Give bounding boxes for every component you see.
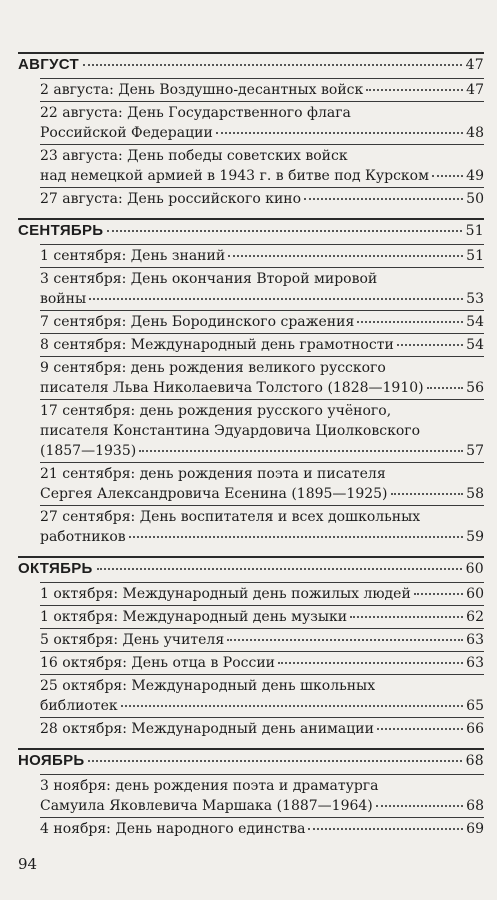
toc-entry xyxy=(40,356,484,399)
section-page: 47 xyxy=(465,57,484,73)
section-title: АВГУСТ xyxy=(18,56,79,73)
entry-last-line xyxy=(40,123,484,143)
entry-page: 54 xyxy=(466,314,484,330)
leader-dots xyxy=(350,616,463,618)
entry-line: библиотек xyxy=(40,698,118,714)
leader-dots xyxy=(414,593,463,595)
entry-last-line xyxy=(40,289,484,309)
entry-page: 53 xyxy=(466,291,484,307)
section-title: НОЯБРЬ xyxy=(18,752,85,769)
entry-line: 21 сентября: день рождения поэта и писателя xyxy=(40,466,386,482)
entry-page: 66 xyxy=(466,721,484,737)
entry-line: 27 августа: День российского кино xyxy=(40,191,302,207)
toc-entry xyxy=(40,582,484,605)
leader-dots xyxy=(357,321,463,323)
entry-last-line xyxy=(40,484,484,504)
leader-dots xyxy=(216,132,463,134)
entry-line: 27 сентября: День воспитателя и всех дошкольных xyxy=(40,509,421,525)
entry-last-line xyxy=(40,441,484,461)
entry-page: 69 xyxy=(466,821,484,837)
section-heading xyxy=(18,56,484,78)
entry-last-line xyxy=(40,607,484,627)
entry-page: 65 xyxy=(466,698,484,714)
entry-line: 17 сентября: день рождения русского учёного, xyxy=(40,403,392,419)
leader-dots xyxy=(308,828,463,830)
entry-last-line xyxy=(40,819,484,839)
entry-line: 2 августа: День Воздушно-десантных войск xyxy=(40,82,364,98)
entry-last-line xyxy=(40,378,484,398)
toc-entry xyxy=(40,628,484,651)
leader-dots xyxy=(278,662,463,664)
entry-line: 9 сентября: день рождения великого русского xyxy=(40,360,386,376)
toc-entry xyxy=(40,817,484,840)
table-of-contents xyxy=(18,52,484,840)
entry-last-line xyxy=(40,630,484,650)
section-heading xyxy=(18,560,484,582)
leader-dots xyxy=(88,760,461,762)
section-title: СЕНТЯБРЬ xyxy=(18,222,104,239)
leader-dots xyxy=(83,64,462,66)
leader-dots xyxy=(139,450,463,452)
page-number: 94 xyxy=(18,855,38,873)
entry-last-line xyxy=(40,80,484,100)
toc-section xyxy=(18,556,484,740)
entry-last-line xyxy=(40,166,484,186)
entry-last-line xyxy=(40,312,484,332)
entry-last-line xyxy=(40,584,484,604)
entry-line: работников xyxy=(40,529,126,545)
toc-entry xyxy=(40,310,484,333)
entry-last-line xyxy=(40,335,484,355)
entry-line: Сергея Александровича Есенина (1895—1925) xyxy=(40,486,388,502)
entry-last-line xyxy=(40,696,484,716)
leader-dots xyxy=(129,536,464,538)
entry-line: 8 сентября: Международный день грамотности xyxy=(40,337,394,353)
entry-page: 48 xyxy=(466,125,484,141)
toc-entry xyxy=(40,651,484,674)
entry-line: 1 сентября: День знаний xyxy=(40,248,226,264)
entry-line: 16 октября: День отца в России xyxy=(40,655,275,671)
section-page: 60 xyxy=(465,561,484,577)
entry-line: 1 октября: Международный день музыки xyxy=(40,609,348,625)
toc-entry xyxy=(40,187,484,210)
entry-line: (1857—1935) xyxy=(40,443,137,459)
entry-page: 54 xyxy=(466,337,484,353)
leader-dots xyxy=(97,568,462,570)
toc-entry xyxy=(40,462,484,505)
entry-page: 63 xyxy=(466,655,484,671)
entry-last-line xyxy=(40,246,484,266)
entry-last-line xyxy=(40,719,484,739)
entry-last-line xyxy=(40,653,484,673)
leader-dots xyxy=(397,344,463,346)
section-heading xyxy=(18,752,484,774)
section-page: 68 xyxy=(465,753,484,769)
entry-last-line xyxy=(40,189,484,209)
entry-line: Самуила Яковлевича Маршака (1887—1964) xyxy=(40,798,373,814)
entry-line: Российской Федерации xyxy=(40,125,213,141)
leader-dots xyxy=(89,298,463,300)
leader-dots xyxy=(107,230,461,232)
toc-entry xyxy=(40,244,484,267)
entry-line: 23 августа: День победы советских войск xyxy=(40,148,348,164)
entry-line: 28 октября: Международный день анимации xyxy=(40,721,374,737)
toc-section xyxy=(18,218,484,548)
leader-dots xyxy=(366,89,463,91)
entry-page: 57 xyxy=(466,443,484,459)
toc-entry xyxy=(40,267,484,310)
toc-entry xyxy=(40,399,484,462)
entry-line: писателя Константина Эдуардовича Циолковского xyxy=(40,423,421,439)
entry-page: 56 xyxy=(466,380,484,396)
entry-page: 59 xyxy=(466,529,484,545)
entry-line: над немецкой армией в 1943 г. в битве под Курском xyxy=(40,168,429,184)
entry-page: 60 xyxy=(466,586,484,602)
entry-page: 50 xyxy=(466,191,484,207)
section-page: 51 xyxy=(465,223,484,239)
entry-line: 3 ноября: день рождения поэта и драматурга xyxy=(40,778,379,794)
leader-dots xyxy=(304,198,463,200)
toc-entry xyxy=(40,101,484,144)
entry-page: 63 xyxy=(466,632,484,648)
leader-dots xyxy=(427,387,464,389)
toc-entry xyxy=(40,717,484,740)
entry-line: 3 сентября: День окончания Второй мировой xyxy=(40,271,378,287)
toc-entry xyxy=(40,674,484,717)
toc-entry xyxy=(40,605,484,628)
toc-entry xyxy=(40,78,484,101)
toc-entry xyxy=(40,505,484,548)
leader-dots xyxy=(228,255,463,257)
entry-page: 49 xyxy=(466,168,484,184)
leader-dots xyxy=(121,705,464,707)
entry-page: 58 xyxy=(466,486,484,502)
entry-page: 51 xyxy=(466,248,484,264)
leader-dots xyxy=(432,175,463,177)
entry-page: 68 xyxy=(466,798,484,814)
toc-section xyxy=(18,52,484,210)
toc-section xyxy=(18,748,484,840)
entry-line: 1 октября: Международный день пожилых людей xyxy=(40,586,411,602)
entry-page: 47 xyxy=(466,82,484,98)
leader-dots xyxy=(391,493,464,495)
section-heading xyxy=(18,222,484,244)
entry-line: 7 сентября: День Бородинского сражения xyxy=(40,314,355,330)
entry-line: 22 августа: День Государственного флага xyxy=(40,105,351,121)
leader-dots xyxy=(377,728,463,730)
entry-line: 5 октября: День учителя xyxy=(40,632,225,648)
toc-entry xyxy=(40,774,484,817)
entry-line: 4 ноября: День народного единства xyxy=(40,821,306,837)
entry-last-line xyxy=(40,527,484,547)
section-title: ОКТЯБРЬ xyxy=(18,560,93,577)
entry-line: войны xyxy=(40,291,87,307)
toc-entry xyxy=(40,333,484,356)
toc-entry xyxy=(40,144,484,187)
entry-line: 25 октября: Международный день школьных xyxy=(40,678,376,694)
leader-dots xyxy=(376,805,463,807)
entry-page: 62 xyxy=(466,609,484,625)
leader-dots xyxy=(227,639,463,641)
entry-last-line xyxy=(40,796,484,816)
entry-line: писателя Льва Николаевича Толстого (1828—1910) xyxy=(40,380,424,396)
